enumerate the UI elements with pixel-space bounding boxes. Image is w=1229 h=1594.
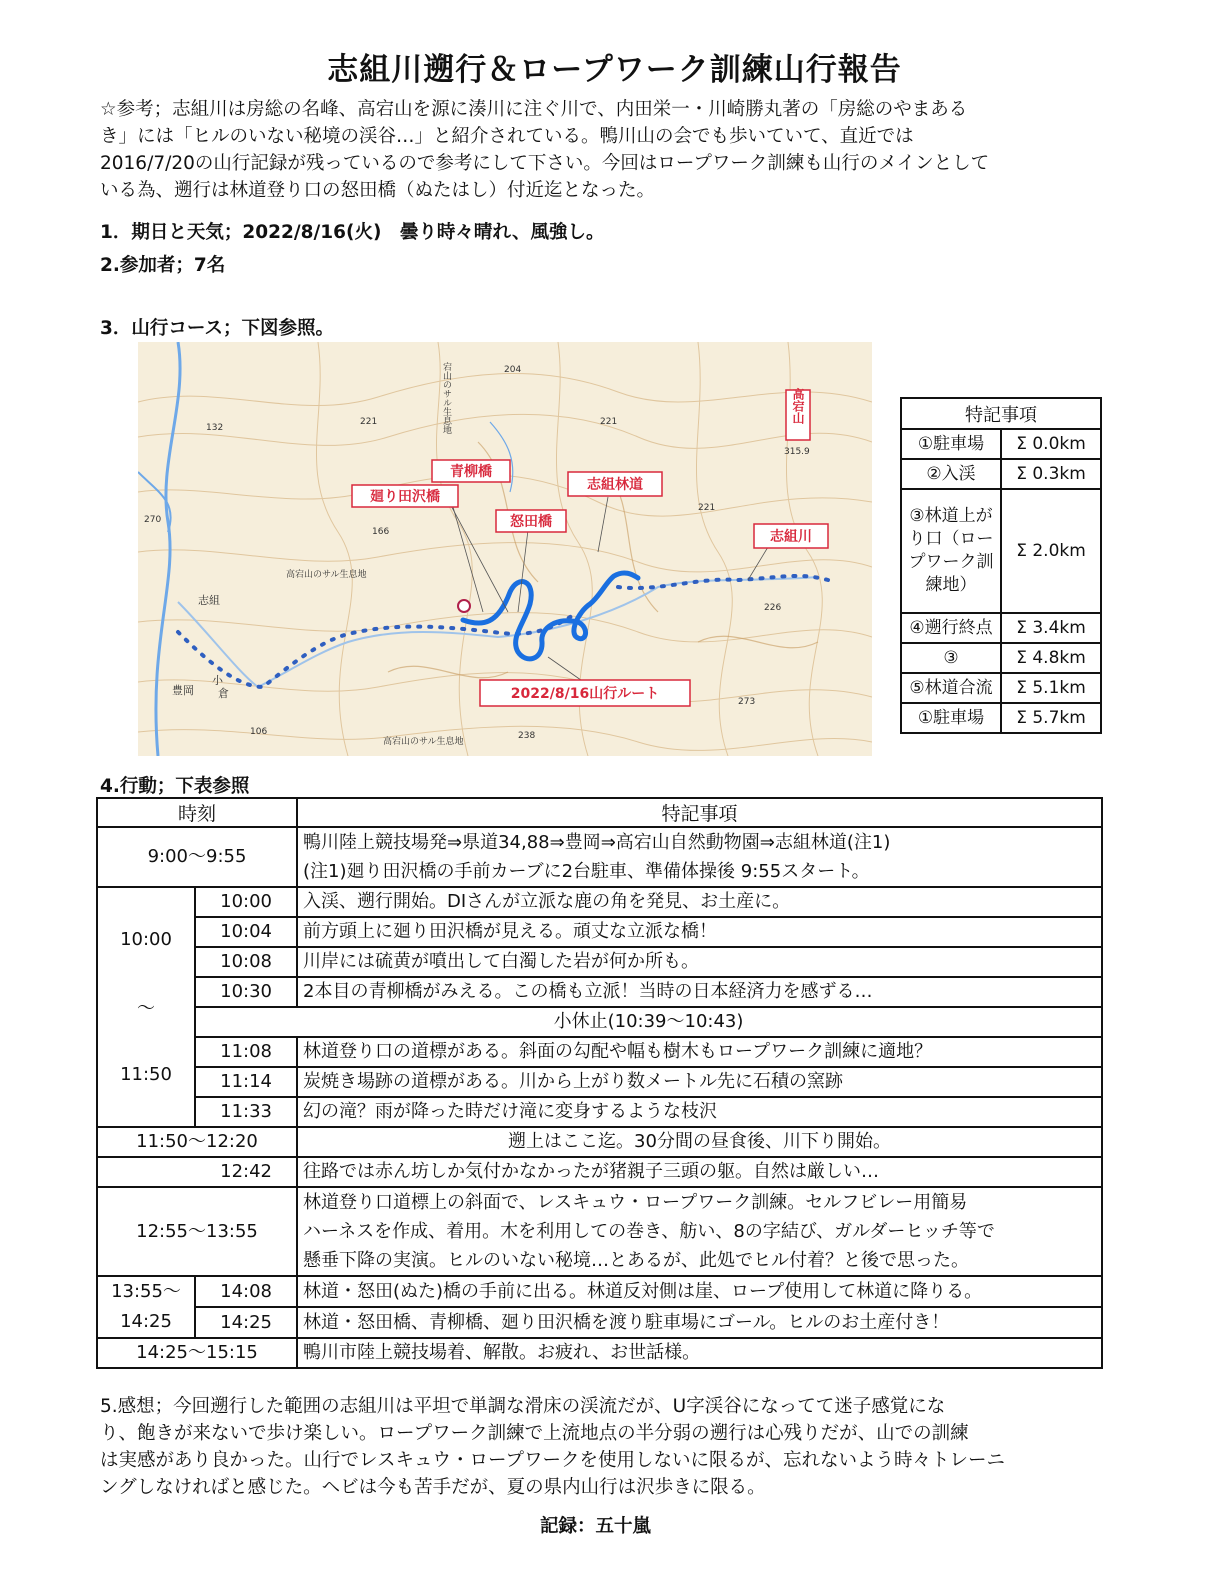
distance-label: ③林道上がり口（ロープワーク訓練地） bbox=[901, 489, 1001, 613]
action-note: 幻の滝？雨が降った時だけ滝に変身するような枝沢 bbox=[297, 1097, 1102, 1127]
map-elevation: 238 bbox=[518, 731, 536, 741]
action-note bbox=[297, 1187, 1102, 1276]
distance-label: ②入渓 bbox=[901, 459, 1001, 489]
action-time-range bbox=[97, 1276, 195, 1338]
action-rest: 小休止(10:39〜10:43) bbox=[195, 1007, 1102, 1037]
distance-table-header: 特記事項 bbox=[901, 398, 1101, 429]
time-range-start: 13:55〜 bbox=[111, 1281, 181, 1302]
section-date-weather: 1．期日と天気；2022/8/16(火) 曇り時々晴れ、風強し。 bbox=[100, 222, 605, 243]
action-time: 10:00 bbox=[195, 887, 297, 917]
map-place-ko: 小 bbox=[212, 674, 223, 687]
action-header-notes: 特記事項 bbox=[297, 798, 1102, 827]
map-elevation: 273 bbox=[738, 697, 756, 707]
intro-line: き」には「ヒルのいない秘境の渓谷…」と紹介されている。鴨川山の会でも歩いていて、直近では bbox=[100, 126, 914, 147]
distance-km: Σ 5.1km bbox=[1001, 673, 1101, 703]
action-time: 12:55〜13:55 bbox=[97, 1187, 297, 1276]
route-map bbox=[138, 342, 872, 756]
label-mawari-bridge: 廻り田沢橋 bbox=[370, 489, 440, 505]
distance-km: Σ 2.0km bbox=[1001, 489, 1101, 613]
action-note: 炭焼き場跡の道標がある。川から上がり数メートル先に石積の窯跡 bbox=[297, 1067, 1102, 1097]
action-time: 9:00〜9:55 bbox=[97, 827, 297, 887]
action-time: 11:50〜12:20 bbox=[97, 1127, 297, 1157]
map-elevation: 221 bbox=[600, 417, 618, 427]
action-note: 林道・怒田(ぬた)橋の手前に出る。林道反対側は崖、ロープ使用して林道に降りる。 bbox=[297, 1276, 1102, 1307]
action-header-time: 時刻 bbox=[97, 798, 297, 827]
signature: 記録：五十嵐 bbox=[540, 1516, 652, 1537]
distance-label: ⑤林道合流 bbox=[901, 673, 1001, 703]
distance-km: Σ 0.0km bbox=[1001, 429, 1101, 459]
label-shikumi-river: 志組川 bbox=[770, 529, 812, 545]
action-time: 11:14 bbox=[195, 1067, 297, 1097]
action-note: 川岸には硫黄が噴出して白濁した岩が何か所も。 bbox=[297, 947, 1102, 977]
action-note-line: 鴨川陸上競技場発⇒県道34,88⇒豊岡⇒高宕山自然動物園⇒志組林道(注1) bbox=[303, 832, 891, 853]
action-note-line: (注1)廻り田沢橋の手前カーブに2台駐車、準備体操後 9:55スタート。 bbox=[303, 861, 870, 882]
intro-line: 2016/7/20の山行記録が残っているので参考にして下さい。今回はロープワーク訓練も山行のメインとして bbox=[100, 153, 990, 174]
intro-line: いる為、遡行は林道登り口の怒田橋（ぬたはし）付近迄となった。 bbox=[100, 180, 656, 201]
action-note bbox=[297, 827, 1102, 887]
page-title: 志組川遡行＆ロープワーク訓練山行報告 bbox=[327, 52, 902, 88]
action-time: 10:08 bbox=[195, 947, 297, 977]
distance-km: Σ 4.8km bbox=[1001, 643, 1101, 673]
action-time: 14:25〜15:15 bbox=[97, 1338, 297, 1368]
map-elevation: 221 bbox=[360, 417, 378, 427]
map-elevation: 204 bbox=[504, 365, 522, 375]
section-course: 3．山行コース；下図参照。 bbox=[100, 318, 334, 339]
impressions-line: 5.感想；今回遡行した範囲の志組川は平坦で単調な滑床の渓流だが、U字渓谷になってて迷子感覚にな bbox=[100, 1396, 946, 1417]
action-time-range bbox=[97, 887, 195, 1127]
impressions-line: ングしなければと感じた。ヘビは今も苦手だが、夏の県内山行は沢歩きに限る。 bbox=[100, 1477, 766, 1498]
action-table bbox=[96, 797, 1103, 1369]
impressions-line: り、飽きが来ないで歩け楽しい。ロープワーク訓練で上流地点の半分弱の遡行は心残りだが、山での訓練 bbox=[100, 1423, 969, 1444]
map-place-shikumi: 志組 bbox=[198, 594, 220, 607]
distance-label: ①駐車場 bbox=[901, 429, 1001, 459]
distance-label: ④遡行終点 bbox=[901, 613, 1001, 643]
action-time: 10:04 bbox=[195, 917, 297, 947]
label-shikumi-rindo: 志組林道 bbox=[587, 477, 643, 493]
intro-line: ☆参考；志組川は房総の名峰、高宕山を源に湊川に注ぐ川で、内田栄一・川崎勝丸著の「房総のやまある bbox=[100, 99, 968, 120]
action-time: 14:08 bbox=[195, 1276, 297, 1307]
label-aoyagi-bridge: 青柳橋 bbox=[450, 464, 492, 480]
label-nuta-bridge: 怒田橋 bbox=[510, 514, 552, 530]
action-time: 12:42 bbox=[97, 1157, 297, 1187]
map-elevation: 221 bbox=[698, 503, 716, 513]
distance-label: ③ bbox=[901, 643, 1001, 673]
map-elevation: 270 bbox=[144, 515, 162, 525]
section-actions: 4.行動；下表参照 bbox=[100, 776, 250, 797]
intro-paragraph bbox=[100, 96, 1110, 204]
action-note-line: 林道登り口道標上の斜面で、レスキュウ・ロープワーク訓練。セルフビレー用簡易 bbox=[303, 1192, 968, 1213]
action-note: 林道登り口の道標がある。斜面の勾配や幅も樹木もロープワーク訓練に適地？ bbox=[297, 1037, 1102, 1067]
section-participants: 2.参加者；7名 bbox=[100, 255, 226, 276]
topographic-map bbox=[138, 342, 872, 756]
action-note: 前方頭上に廻り田沢橋が見える。頑丈な立派な橋！ bbox=[297, 917, 1102, 947]
map-place-toyooka: 豊岡 bbox=[172, 684, 194, 697]
action-time: 11:08 bbox=[195, 1037, 297, 1067]
label-takago-mountain: 高宕山 bbox=[791, 388, 805, 424]
action-note: 2本目の青柳橋がみえる。この橋も立派！当時の日本経済力を感ずる… bbox=[297, 977, 1102, 1007]
distance-km: Σ 3.4km bbox=[1001, 613, 1101, 643]
distance-km: Σ 5.7km bbox=[1001, 703, 1101, 733]
time-range-end: 11:50 bbox=[120, 1064, 172, 1085]
action-note: 入渓、遡行開始。DIさんが立派な鹿の角を発見、お土産に。 bbox=[297, 887, 1102, 917]
map-text-monkey-habitat: 高宕山のサル生息地 bbox=[383, 737, 464, 747]
action-note: 遡上はここ迄。30分間の昼食後、川下り開始。 bbox=[297, 1127, 1102, 1157]
map-elevation: 315.9 bbox=[784, 447, 810, 457]
impressions-paragraph bbox=[100, 1393, 1110, 1501]
action-time: 10:30 bbox=[195, 977, 297, 1007]
map-elevation: 106 bbox=[250, 727, 268, 737]
impressions-line: は実感があり良かった。山行でレスキュウ・ロープワークを使用しないに限るが、忘れないよう時々トレーニ bbox=[100, 1450, 1006, 1471]
action-note-line: ハーネスを作成、着用。木を利用しての巻き、舫い、8の字結び、ガルダーヒッチ等で bbox=[303, 1221, 995, 1242]
distance-table bbox=[900, 397, 1102, 734]
time-range-tilde: 〜 bbox=[137, 998, 155, 1019]
map-elevation: 166 bbox=[372, 527, 390, 537]
map-elevation: 132 bbox=[206, 423, 224, 433]
action-time: 14:25 bbox=[195, 1307, 297, 1338]
time-range-end: 14:25 bbox=[120, 1311, 172, 1332]
action-time: 11:33 bbox=[195, 1097, 297, 1127]
action-note: 往路では赤ん坊しか気付かなかったが猪親子三頭の躯。自然は厳しい… bbox=[297, 1157, 1102, 1187]
time-range-start: 10:00 bbox=[120, 929, 172, 950]
action-note: 林道・怒田橋、青柳橋、廻り田沢橋を渡り駐車場にゴール。ヒルのお土産付き！ bbox=[297, 1307, 1102, 1338]
map-elevation: 226 bbox=[764, 603, 782, 613]
map-text-monkey-habitat: 宕山のサル生息地 bbox=[441, 362, 451, 434]
distance-label: ①駐車場 bbox=[901, 703, 1001, 733]
distance-km: Σ 0.3km bbox=[1001, 459, 1101, 489]
goal-marker bbox=[458, 600, 470, 612]
map-place-kura: 倉 bbox=[218, 687, 229, 700]
map-text-monkey-habitat: 高宕山のサル生息地 bbox=[286, 570, 367, 580]
action-note: 鴨川市陸上競技場着、解散。お疲れ、お世話様。 bbox=[297, 1338, 1102, 1368]
action-note-line: 懸垂下降の実演。ヒルのいない秘境…とあるが、此処でヒル付着？と後で思った。 bbox=[303, 1250, 969, 1271]
label-route-date: 2022/8/16山行ルート bbox=[510, 686, 660, 702]
